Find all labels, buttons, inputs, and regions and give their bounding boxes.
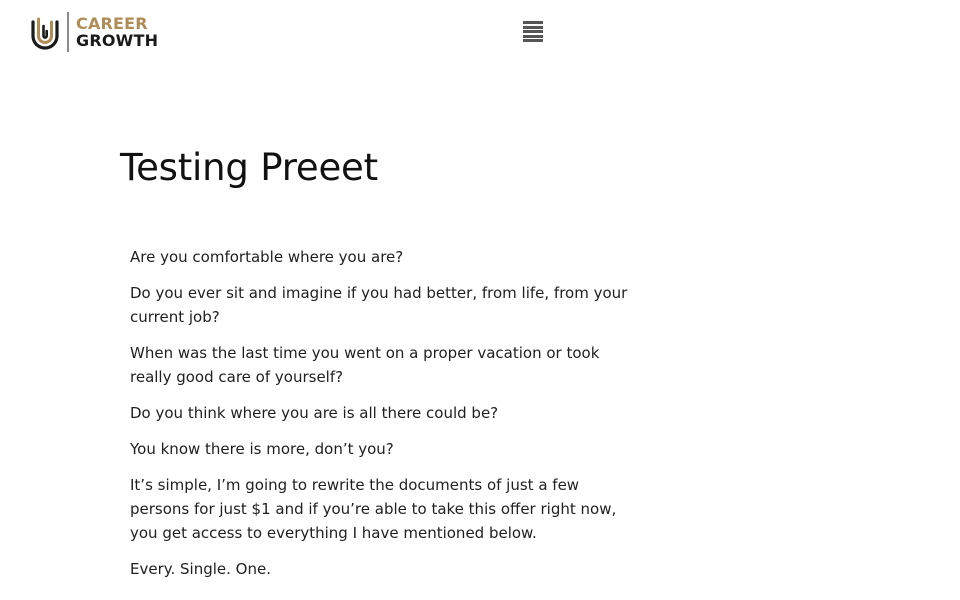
paragraph: Do you ever sit and imagine if you had better, from life, from your current job? bbox=[130, 284, 628, 326]
menu-bar bbox=[523, 26, 543, 29]
logo-line-growth: GROWTH bbox=[76, 31, 159, 50]
paragraph: Are you comfortable where you are? bbox=[130, 248, 404, 266]
paragraph: Do you think where you are is all there could be? bbox=[130, 404, 499, 422]
logo-divider bbox=[67, 12, 69, 52]
paragraph: You know there is more, don’t you? bbox=[130, 440, 394, 458]
menu-bar bbox=[523, 21, 543, 24]
logo-mark-icon bbox=[30, 14, 60, 50]
site-header bbox=[0, 0, 960, 64]
menu-bar bbox=[523, 35, 543, 38]
page-title: Testing Preeet bbox=[120, 146, 378, 189]
hamburger-menu-icon[interactable] bbox=[523, 21, 544, 41]
article-body bbox=[130, 245, 640, 593]
paragraph: Every. Single. One. bbox=[130, 560, 271, 578]
menu-bar bbox=[523, 30, 543, 33]
paragraph: When was the last time you went on a proper vacation or took really good care of yourself? bbox=[130, 344, 600, 386]
site-logo[interactable] bbox=[30, 12, 158, 52]
logo-wordmark bbox=[76, 15, 158, 49]
paragraph: It’s simple, I’m going to rewrite the documents of just a few persons for just $1 and if you’re able to take this offer right now, you get access to everything I have mentioned below. bbox=[130, 476, 617, 542]
menu-bar bbox=[523, 39, 543, 42]
logo-line-career: CAREER bbox=[76, 14, 148, 33]
